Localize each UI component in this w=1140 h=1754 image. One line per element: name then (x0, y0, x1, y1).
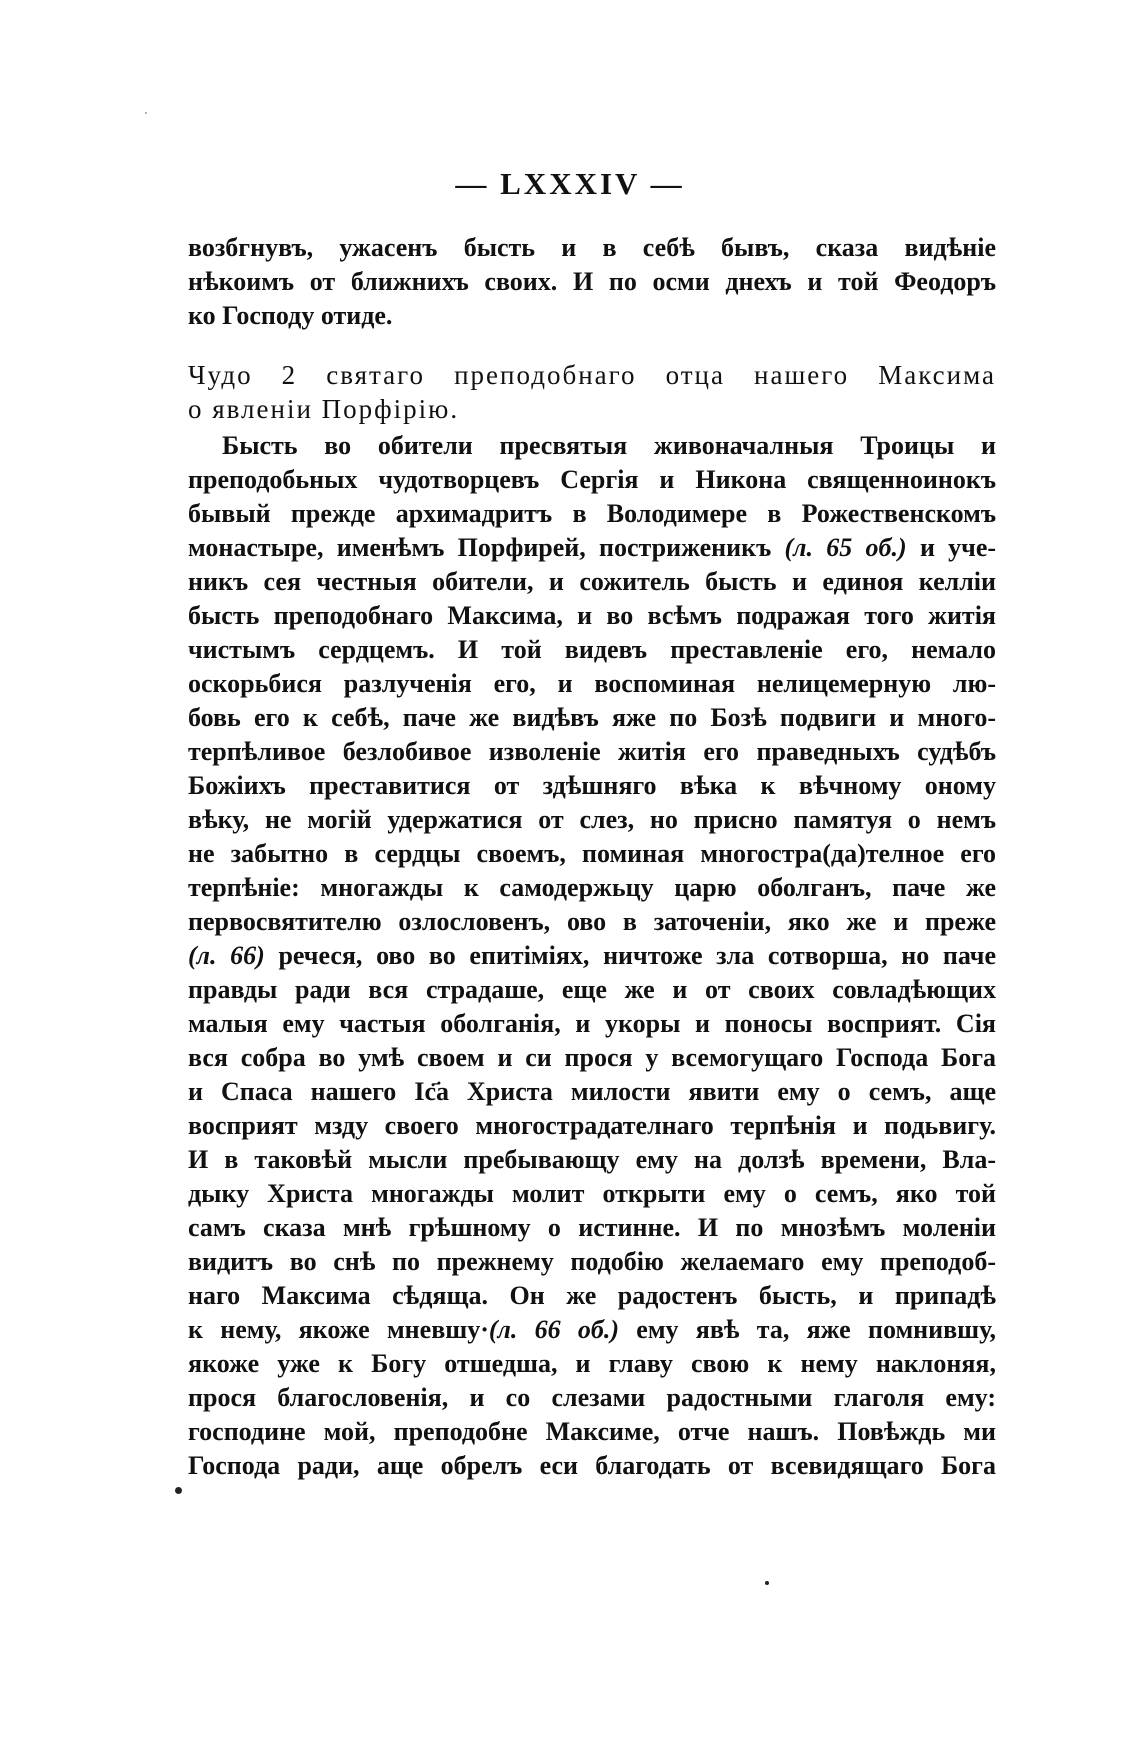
text-line: бысть преподобнаго Максима, и во всѣмъ подражая того житія (188, 601, 996, 630)
text-line: возбгнувъ, ужасенъ бысть и в себѣ бывъ, сказа видѣніе (188, 233, 996, 262)
text-line: прося благословенія, и со слезами радостными глаголя ему: (188, 1383, 996, 1412)
text-line: чистымъ сердцемъ. И той видевъ преставленіе его, немало (188, 635, 996, 664)
text-line: И в таковѣй мысли пребывающу ему на долзѣ времени, Вла- (188, 1145, 996, 1174)
scan-speck (175, 1487, 182, 1494)
text-line-with-folio (188, 939, 996, 973)
text-line: преподобьных чудотворцевъ Сергія и Никона священноинокъ (188, 465, 996, 494)
text-line: Божіихъ преставитися от здѣшняго вѣка к вѣчному оному (188, 771, 996, 800)
text-line: терпѣніе: многажды к самодержьцу царю оболганъ, паче же (188, 873, 996, 902)
text-line: никъ сея честныя обители, и сожитель бысть и единоя келліи (188, 567, 996, 596)
text-line: Бысть во обители пресвятыя живоначалныя Троицы и (222, 431, 996, 460)
text-line: якоже уже к Богу отшедша, и главу свою к нему наклоняя, (188, 1349, 996, 1378)
text-line: самъ сказа мнѣ грѣшному о истинне. И по мнозѣмъ моленіи (188, 1213, 996, 1242)
folio-reference: (л. 66) (188, 941, 265, 970)
text-line: восприят мзду своего многострадателнаго терпѣнія и подьвигу. (188, 1111, 996, 1140)
text-line: дыку Христа многажды молит открыти ему о семъ, яко той (188, 1179, 996, 1208)
text-line: бывый прежде архимадритъ в Володимере в Рожественскомъ (188, 499, 996, 528)
text-line: наго Максима сѣдяща. Он же радостенъ бысть, и припадѣ (188, 1281, 996, 1310)
text-line: вѣку, не могій удержатися от слез, но присно памятуя о немъ (188, 805, 996, 834)
text-segment: монастыре, именѣмъ Порфирей, постриженикъ (188, 533, 772, 562)
text-line: оскорьбися разлученія его, и воспоминая нелицемерную лю- (188, 669, 996, 698)
paragraph-main (188, 429, 996, 1483)
text-line: ко Господу отиде. (188, 301, 393, 330)
text-line-with-folio (188, 531, 996, 565)
scan-speck (765, 1581, 769, 1585)
text-line: господине мой, преподобне Максиме, отче нашъ. Повѣждь ми (188, 1417, 996, 1446)
text-line: Господа ради, аще обрелъ еси благодать от всевидящаго Бога (188, 1451, 996, 1480)
text-line: не забытно в сердцы своемъ, поминая многостра(да)телное его (188, 839, 996, 868)
text-line: нѣкоимъ от ближнихъ своих. И по осми днехъ и той Феодоръ (188, 267, 996, 296)
text-segment: к нему, якоже мневшу (188, 1315, 481, 1344)
text-line: бовь его к себѣ, паче же видѣвъ яже по Бозѣ подвиги и много- (188, 703, 996, 732)
text-line: первосвятителю озлословенъ, ово в заточеніи, яко же и преже (188, 907, 996, 936)
text-line: и Спаса нашего Іс҃а Христа милости явити ему о семъ, аще (188, 1077, 996, 1106)
text-segment: ему явѣ та, яже помнившу, (636, 1315, 997, 1344)
text-line: терпѣливое безлобивое изволеніе житія его праведныхъ судѣбъ (188, 737, 996, 766)
text-line: малыя ему частыя оболганія, и укоры и поносы восприят. Сія (188, 1009, 996, 1038)
text-line-with-folio: к нему, якоже мневшу·(л. 66 об.) ему явѣ та, яже помнившу, (188, 1315, 997, 1344)
text-segment: и уче- (919, 533, 997, 562)
title-line: Чудо 2 святаго преподобнаго отца нашего Максима (188, 360, 996, 390)
title-line: о явленіи Порфірію. (188, 394, 460, 424)
page-number: — LXXXIV — (455, 166, 685, 201)
text-line: вся собра во умѣ своем и си прося у всемогущаго Господа Бога (188, 1043, 996, 1072)
chapter-title (188, 358, 996, 426)
text-line: правды ради вся страдаше, еще же и от своих совладѣющих (188, 975, 996, 1004)
folio-reference: (л. 65 об.) (784, 533, 907, 562)
folio-reference: (л. 66 об.) (488, 1315, 620, 1344)
text-segment: речеся, ово во епитіміях, ничтоже зла сотворша, но паче (278, 941, 996, 970)
scan-speck (145, 112, 147, 114)
text-line: видитъ во снѣ по прежнему подобію желаемаго ему преподоб- (188, 1247, 996, 1276)
paragraph-intro (188, 231, 996, 333)
